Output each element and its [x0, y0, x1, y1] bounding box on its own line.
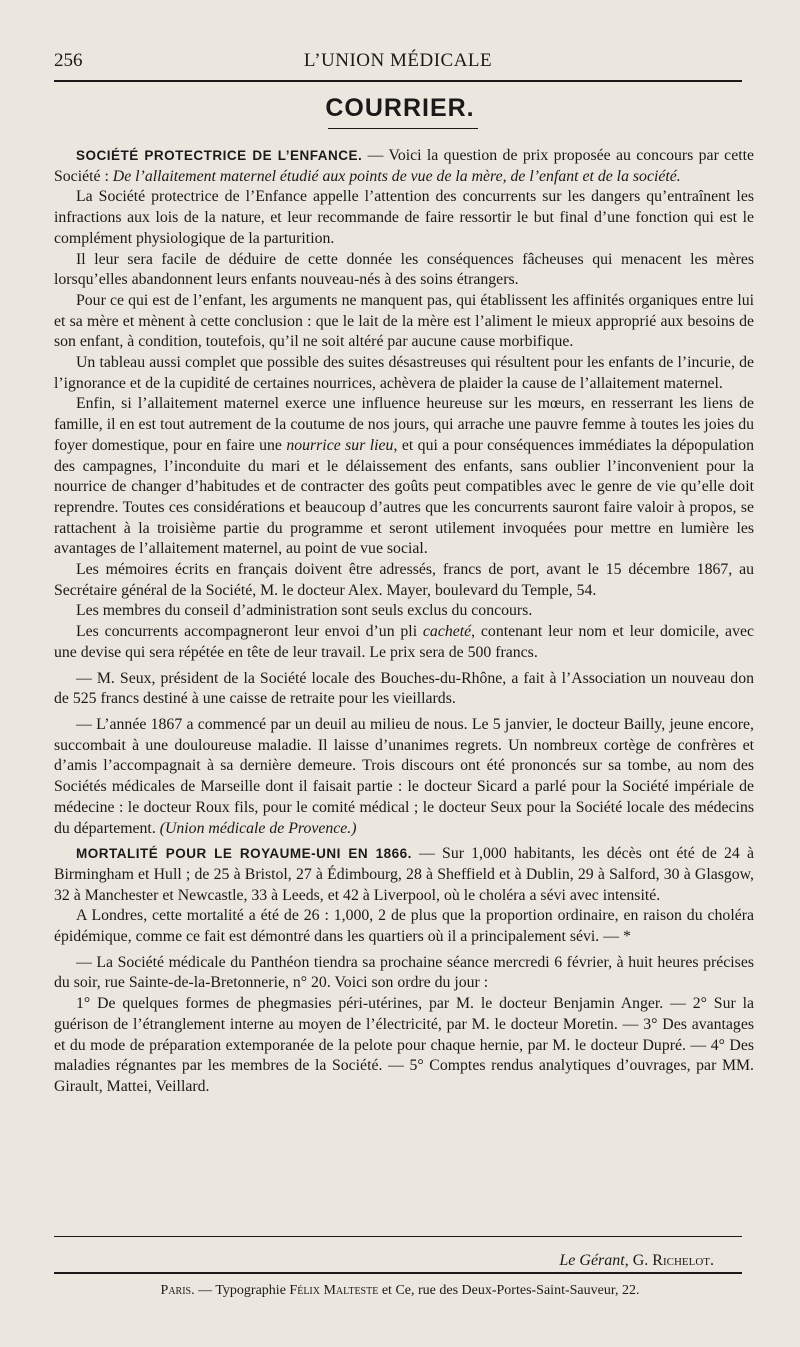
- signature: [559, 1252, 714, 1270]
- memoires-paragraph: Les mémoires écrits en français doivent être adressés, francs de port, avant le 15 décembre 1867, au Secrétaire général de la Société, M. le docteur Alex. Mayer, boulevard du Temple, 54.: [54, 561, 754, 599]
- section-title: COURRIER.: [325, 94, 475, 122]
- pli-italic: cacheté: [422, 623, 472, 641]
- header-rule: [54, 80, 742, 82]
- pli-text-before: Les concurrents accompagneront leur envoi d’un pli: [76, 623, 423, 641]
- deuil-paragraph: [54, 715, 754, 839]
- enfin-text-after: , et qui a pour conséquences immédiates la dépopulation des campagnes, l’inconduite du mari et le délaissement des enfants, sans oublier l’inconvenient pour la nourrice de changer d’habitudes et de contracter des goûts peut compatibles avec le genre de vie qu’elle doit reprendre. Toutes ces considérations et beaucoup d’autres que les concurrents sauront faire valoir à propos, se rattachent à la troisième partie du programme et seront utilement invoquées pour mettre en lumière les avantages de l’allaitement maternel, au point de vue social.: [54, 436, 754, 558]
- footer-rule: [54, 1272, 742, 1274]
- pli-text-after: , contenant leur nom et leur domicile, avec une devise qui sera répétée en tête de leur travail. Le prix sera de 500 francs.: [54, 623, 754, 661]
- signature-role: Le Gérant: [559, 1252, 625, 1269]
- enfin-paragraph: [54, 394, 754, 560]
- running-title: L’UNION MÉDICALE: [303, 50, 493, 71]
- society-paragraph: La Société protectrice de l’Enfance appelle l’attention des concurrents sur les dangers qu’entraînent les infractions aux lois de la nature, et leur recommande de faire ressortir le but final d’une fonction qui est le complément physiologique de la parturition.: [54, 188, 754, 247]
- signature-initial: , G.: [624, 1252, 653, 1269]
- society-intro: — Voici la question de prix proposée au concours par cette Société :: [54, 147, 754, 185]
- londres-paragraph: A Londres, cette mortalité a été de 26 : 1,000, 2 de plus que la proportion ordinaire, en raison du choléra épidémique, comme ce fait est démontré dans les quartiers où il a principalement sévi. — *: [54, 907, 754, 946]
- signature-name: Richelot.: [652, 1252, 714, 1269]
- mortalite-lead: MORTALITÉ POUR LE ROYAUME-UNI EN 1866.: [76, 846, 412, 862]
- title-underline: [328, 128, 478, 129]
- enfin-text-before: Enfin, si l’allaitement maternel exerce une influence heureuse sur les mœurs, en resserrant les liens de famille, il en est tout autrement de la coutume de nos jours, qui arrache une pauvre femme à toutes les joies du foyer domestique, pour en faire une: [54, 395, 754, 454]
- pantheon-agenda: 1° De quelques formes de phegmasies péri-utérines, par M. le docteur Benjamin Anger. — 2° Sur la guérison de l’étranglement interne au moyen de l’électricité, par M. le docteur Moretin. — 3° Des avantages et du mode de préparation extemporanée de la pelote pour chaque hernie, par M. le docteur Dupré. — 4° Des maladies régnantes par les membres de la Société. — 5° Comptes rendus analytiques d’ouvrages, par MM. Girault, Mattei, Veillard.: [54, 995, 754, 1095]
- imprint-city: Paris.: [160, 1283, 195, 1298]
- membres-paragraph: Les membres du conseil d’administration sont seuls exclus du concours.: [76, 602, 533, 620]
- signature-rule: [54, 1236, 742, 1237]
- deuil-source: (Union médicale de Provence.): [159, 819, 357, 837]
- mortalite-paragraph: [54, 844, 754, 906]
- society-paragraph: Un tableau aussi complet que possible des suites désastreuses qui résultent pour les enfants de l’incurie, de l’ignorance et de la cupidité de certaines nourrices, achèvera de plaider la cause de l’allaitement maternel.: [54, 354, 754, 392]
- society-intro-paragraph: [54, 146, 754, 187]
- society-lead: SOCIÉTÉ PROTECTRICE DE L’ENFANCE.: [76, 148, 363, 163]
- pli-paragraph: [54, 622, 754, 663]
- imprint-prefix: — Typographie: [194, 1283, 290, 1298]
- article-body: [54, 146, 754, 1098]
- deuil-text: — L’année 1867 a commencé par un deuil au milieu de nous. Le 5 janvier, le docteur Bailly, jeune encore, succombait à une douloureuse maladie. Il laisse d’unanimes regrets. Un nombreux cortège de confrères et d’amis l’accompagnait à sa dernière demeure. Trois discours ont été prononcés sur sa tombe, au nom des Sociétés médicales de Marseille dont il faisait partie : le docteur Sicard a parlé pour la Société impériale de médecine : le docteur Roux fils, pour le comité médical ; le docteur Seux pour la Société locale des médecins du département.: [54, 715, 754, 837]
- pantheon-intro: — La Société médicale du Panthéon tiendra sa prochaine séance mercredi 6 février, à huit heures précises du soir, rue Sainte-de-la-Bretonnerie, n° 20. Voici son ordre du jour :: [54, 953, 754, 992]
- seux-paragraph: — M. Seux, président de la Société locale des Bouches-du-Rhône, a fait à l’Association un nouveau don de 525 francs destiné à une caisse de retraite pour les vieillards.: [54, 669, 754, 708]
- page-header: [54, 44, 742, 78]
- prize-question: De l’allaitement maternel étudié aux points de vue de la mère, de l’enfant et de la société.: [112, 167, 681, 185]
- printer-imprint: [0, 1283, 800, 1299]
- enfin-italic: nourrice sur lieu: [286, 436, 394, 454]
- page-number: 256: [54, 50, 83, 71]
- mortalite-text: — Sur 1,000 habitants, les décès ont été de 24 à Birmingham et Hull ; de 25 à Bristol, 27 à Édimbourg, 28 à Sheffield et à Dublin, 29 à Salford, 30 à Glasgow, 32 à Manchester et Newcastle, 33 à Leeds, et 42 à Liverpool, où le choléra a sévi avec intensité.: [54, 845, 754, 904]
- imprint-printer: Félix Malteste: [289, 1283, 379, 1298]
- society-paragraph: Pour ce qui est de l’enfant, les arguments ne manquent pas, qui établissent les affinités organiques entre lui et sa mère et mènent à cette conclusion : que le lait de la mère est l’aliment le mieux approprié aux besoins de son enfant, à condition, toutefois, qu’il ne soit altéré par aucune cause morbifique.: [54, 291, 754, 351]
- imprint-address: et Ce, rue des Deux-Portes-Saint-Sauveur, 22.: [378, 1283, 640, 1298]
- society-paragraph: Il leur sera facile de déduire de cette donnée les conséquences fâcheuses qui menacent les mères lorsqu’elles abandonnent leurs enfants nouveau-nés à des soins étrangers.: [54, 250, 754, 289]
